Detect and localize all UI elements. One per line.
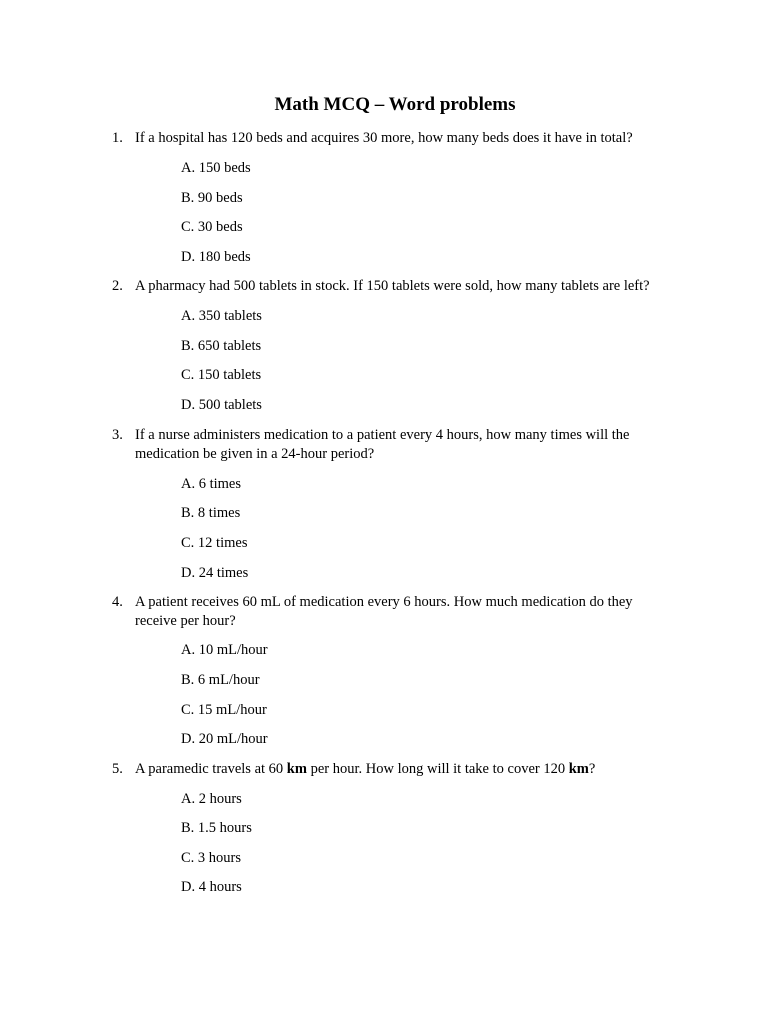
option-c: C. 150 tablets — [181, 367, 262, 383]
option-b: B. 8 times — [181, 505, 241, 521]
option-c: C. 15 mL/hour — [181, 702, 267, 718]
option-c: C. 30 beds — [181, 219, 243, 235]
question-text — [135, 759, 680, 779]
option-b: B. 1.5 hours — [181, 820, 252, 836]
option-b: B. 6 mL/hour — [181, 672, 260, 688]
option-d: D. 24 times — [181, 565, 249, 581]
option-b: B. 90 beds — [181, 190, 243, 206]
option-a: A. 350 tablets — [181, 308, 262, 324]
question-number: 2. — [112, 278, 123, 294]
option-a: A. 150 beds — [181, 160, 251, 176]
question-text: If a hospital has 120 beds and acquires 30 more, how many beds does it have in total? — [135, 130, 633, 146]
question-number: 3. — [112, 427, 123, 443]
question-text-line-1: If a nurse administers medication to a patient every 4 hours, how many times will the — [135, 427, 630, 443]
question-number: 4. — [112, 594, 123, 610]
question-text-line-2: medication be given in a 24-hour period? — [135, 446, 375, 462]
question-text-part: A paramedic travels at 60 — [135, 761, 287, 777]
question-text-part: ? — [588, 761, 596, 777]
question-number: 1. — [112, 130, 123, 146]
option-d: D. 20 mL/hour — [181, 731, 268, 747]
option-a: A. 2 hours — [181, 791, 242, 807]
unit-km: km — [286, 761, 307, 777]
option-b: B. 650 tablets — [181, 338, 262, 354]
option-c: C. 12 times — [181, 535, 248, 551]
question-number: 5. — [112, 761, 123, 777]
option-d: D. 4 hours — [181, 879, 242, 895]
option-c: C. 3 hours — [181, 850, 242, 866]
unit-km: km — [568, 761, 589, 777]
question-text-part: per hour. How long will it take to cover 120 — [306, 761, 569, 777]
document-title: Math MCQ – Word problems — [274, 94, 516, 115]
option-d: D. 500 tablets — [181, 397, 262, 413]
option-a: A. 10 mL/hour — [181, 642, 268, 658]
question-text-line-2: receive per hour? — [135, 613, 236, 629]
option-a: A. 6 times — [181, 476, 242, 492]
question-text: A pharmacy had 500 tablets in stock. If 150 tablets were sold, how many tablets are left? — [135, 278, 650, 294]
question-text-line-1: A patient receives 60 mL of medication every 6 hours. How much medication do they — [135, 594, 633, 610]
option-d: D. 180 beds — [181, 249, 251, 265]
